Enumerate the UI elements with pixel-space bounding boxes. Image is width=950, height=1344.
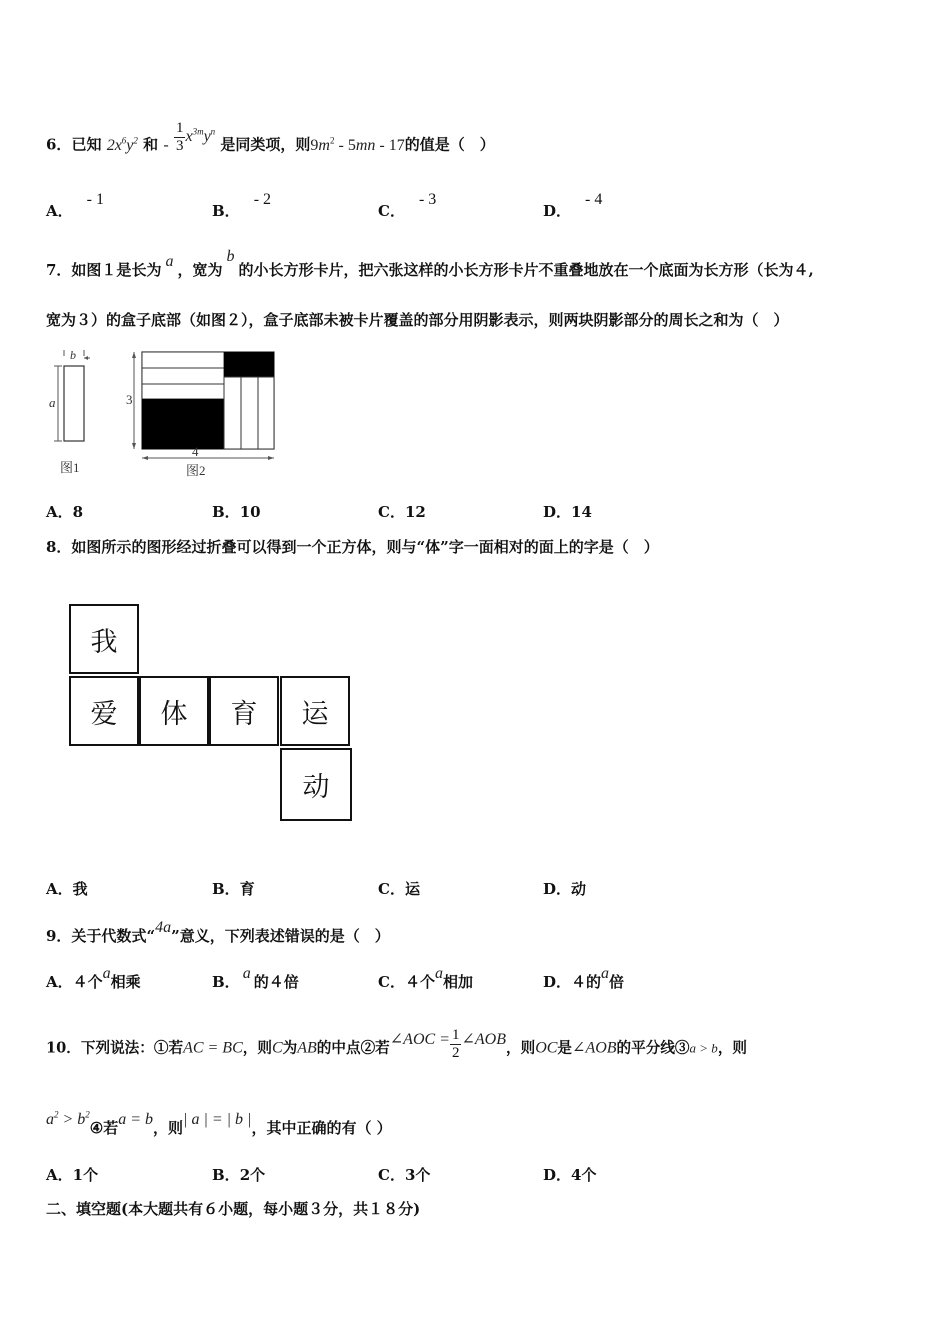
option-var: a (601, 965, 610, 982)
q9-expr: 4a (155, 919, 172, 936)
option-value: 我 (72, 880, 88, 898)
q10-text10: ，则 (153, 1119, 184, 1137)
cube-face-yun: 运 (280, 676, 350, 746)
q7-option-c[interactable] (378, 501, 426, 522)
option-var: a (434, 965, 443, 982)
question-7-line1 (46, 248, 814, 280)
q10-seg-ab: AB (297, 1039, 317, 1057)
option-label: C． (378, 880, 405, 898)
q10-eq1: AC = BC (183, 1039, 243, 1057)
q9-text1: 9．关于代数式“ (46, 927, 156, 945)
option-label: B． (212, 1166, 240, 1184)
q6-text2: 是同类项，则 (220, 135, 311, 154)
q9-option-d[interactable] (543, 965, 625, 992)
q10-option-a[interactable] (46, 1164, 98, 1185)
option-label: B． (212, 503, 240, 521)
option-text: 倍 (609, 973, 625, 991)
question-7-line2: 宽为３）的盒子底部（如图２），盒子底部未被卡片覆盖的部分用阴影表示，则两块阴影部分的周长之和为（ ） (46, 311, 789, 329)
q8-option-b[interactable] (212, 878, 255, 899)
q6-frac-num: 1 (175, 120, 184, 136)
option-value: 1个 (72, 1166, 99, 1184)
q9-option-b[interactable] (212, 965, 299, 992)
option-text: B． (212, 973, 240, 991)
cube-face-dong: 动 (280, 748, 352, 821)
option-label: A． (46, 202, 73, 220)
q10-abs: | a | = | b | (183, 1111, 252, 1128)
fig1-label-a: a (49, 395, 56, 410)
option-label: A． (46, 880, 73, 898)
option-value: 4个 (571, 1166, 597, 1184)
question-10-line2 (46, 1109, 392, 1138)
option-text: 的４倍 (253, 973, 299, 991)
option-text: D．４的 (543, 973, 602, 991)
q10-text4: 的中点②若 (316, 1039, 390, 1057)
option-label: B． (212, 202, 240, 220)
option-value: 14 (571, 503, 592, 521)
q10-var-c: C (271, 1039, 283, 1057)
q10-text1: 10．下列说法：①若 (46, 1039, 184, 1057)
q6-option-a[interactable] (46, 191, 104, 221)
q10-option-c[interactable] (378, 1164, 430, 1185)
q10-fraction (450, 1027, 462, 1062)
q10-oc: OC (535, 1039, 558, 1057)
q9-option-c[interactable] (378, 965, 473, 992)
q7-option-a[interactable] (46, 501, 83, 522)
q9-text2: ”意义，下列表述错误的是（ ） (171, 927, 390, 945)
q10-angle-aob2: ∠AOB (572, 1039, 617, 1057)
q6-neg-sign: - (163, 136, 169, 154)
q10-angle-aoc: ∠AOC = (389, 1030, 450, 1048)
option-label: D． (543, 503, 572, 521)
cube-face-yu: 育 (209, 676, 279, 746)
option-value: 2个 (239, 1166, 266, 1184)
option-value: 育 (239, 880, 255, 898)
fig2-shade-left (142, 399, 224, 449)
question-8: 8．如图所示的图形经过折叠可以得到一个正方体，则与“体”字一面相对的面上的字是（ ） (46, 538, 659, 556)
q6-expr3: $9m^2 - 5mn - 17$ (310, 135, 405, 154)
option-label: C． (378, 202, 405, 220)
q9-option-a[interactable] (46, 965, 141, 992)
q10-text7: 的平分线③ (616, 1039, 690, 1057)
option-value: 3个 (404, 1166, 431, 1184)
fig2-label-3: 3 (126, 392, 133, 407)
option-value: - 4 (585, 191, 603, 208)
option-text: 相乘 (110, 973, 141, 991)
option-label: A． (46, 503, 73, 521)
option-value: - 3 (418, 191, 437, 208)
q10-text9: ④若 (89, 1119, 119, 1137)
option-value: 运 (404, 880, 420, 898)
q10-text2: ，则 (242, 1039, 272, 1057)
option-label: A． (46, 1166, 73, 1184)
option-label: D． (543, 880, 572, 898)
option-text: C．４个 (378, 973, 435, 991)
q6-option-d[interactable] (543, 191, 603, 221)
option-value: 动 (571, 880, 587, 898)
q7-text-c: 的小长方形卡片，把六张这样的小长方形卡片不重叠地放在一个底面为长方形（长为４, (238, 261, 814, 279)
option-var: a (242, 965, 251, 982)
q10-frac-den: 2 (451, 1045, 460, 1061)
q7-option-b[interactable] (212, 501, 261, 522)
q7-text-b: ，宽为 (177, 261, 223, 279)
q7-text-a: 7．如图１是长为 (46, 261, 162, 279)
q10-angle-aob: ∠AOB (461, 1030, 506, 1048)
q10-text6: 是 (557, 1039, 573, 1057)
q10-option-b[interactable] (212, 1164, 265, 1185)
q10-option-d[interactable] (543, 1164, 596, 1185)
q10-text8: ，则 (717, 1039, 748, 1057)
fig2-label-4: 4 (192, 444, 199, 459)
q6-text3: 的值是（ ） (404, 135, 495, 154)
q7-var-a: a (165, 253, 174, 270)
option-value: - 2 (253, 191, 272, 208)
option-label: B． (212, 880, 240, 898)
q10-text5: ，则 (505, 1039, 536, 1057)
option-label: C． (378, 1166, 405, 1184)
q7-figure-2 (122, 346, 282, 484)
option-value: 12 (404, 503, 426, 521)
fig1-caption: 图1 (60, 460, 80, 475)
q7-var-b: b (226, 248, 235, 265)
option-value: 10 (239, 503, 261, 521)
q10-text3: 为 (282, 1039, 298, 1057)
q6-text: 已知 (71, 135, 102, 154)
option-label: C． (378, 503, 405, 521)
option-value: 8 (72, 503, 84, 521)
fig2-shade-right (224, 352, 274, 377)
q6-option-c[interactable] (378, 191, 437, 221)
q10-text11: ，其中正确的有（ ） (251, 1119, 392, 1137)
option-label: D． (543, 1166, 572, 1184)
cube-face-ai: 爱 (69, 676, 139, 746)
q6-frac-den: 3 (175, 138, 184, 154)
q10-ineq1: a > b (689, 1040, 718, 1056)
fig1-label-b: b (70, 348, 76, 362)
q8-option-c[interactable] (378, 878, 420, 899)
section-2-title: 二、填空题(本大题共有６小题，每小题３分，共１８分) (46, 1200, 421, 1218)
q8-option-d[interactable] (543, 878, 586, 899)
q7-figure-1 (44, 348, 104, 480)
q6-and: 和 (143, 135, 159, 154)
q10-eq2: a = b (118, 1111, 154, 1128)
option-text: 相加 (442, 973, 473, 991)
q6-option-b[interactable] (212, 191, 272, 221)
option-var: a (102, 965, 111, 982)
cube-face-ti: 体 (139, 676, 209, 746)
option-text: A．４个 (46, 973, 103, 991)
question-10-line1 (46, 1027, 748, 1066)
cube-face-wo: 我 (69, 604, 139, 674)
q7-option-d[interactable] (543, 501, 592, 522)
q6-number: 6． (46, 135, 72, 154)
question-9 (46, 919, 390, 946)
question-6 (46, 120, 495, 163)
q6-expr2: $x^{3m}y^n$ (185, 126, 216, 145)
fig1-card (64, 366, 84, 441)
option-label: D． (543, 202, 572, 220)
q10-frac-num: 1 (451, 1027, 460, 1043)
option-value: - 1 (86, 191, 104, 208)
q10-ineq2: $a^2 > b^2$ (46, 1109, 90, 1128)
fig2-caption: 图2 (186, 463, 206, 478)
q8-option-a[interactable] (46, 878, 88, 899)
q6-expr1: $2x^6y^2$ (106, 135, 138, 154)
q6-fraction (174, 120, 186, 155)
